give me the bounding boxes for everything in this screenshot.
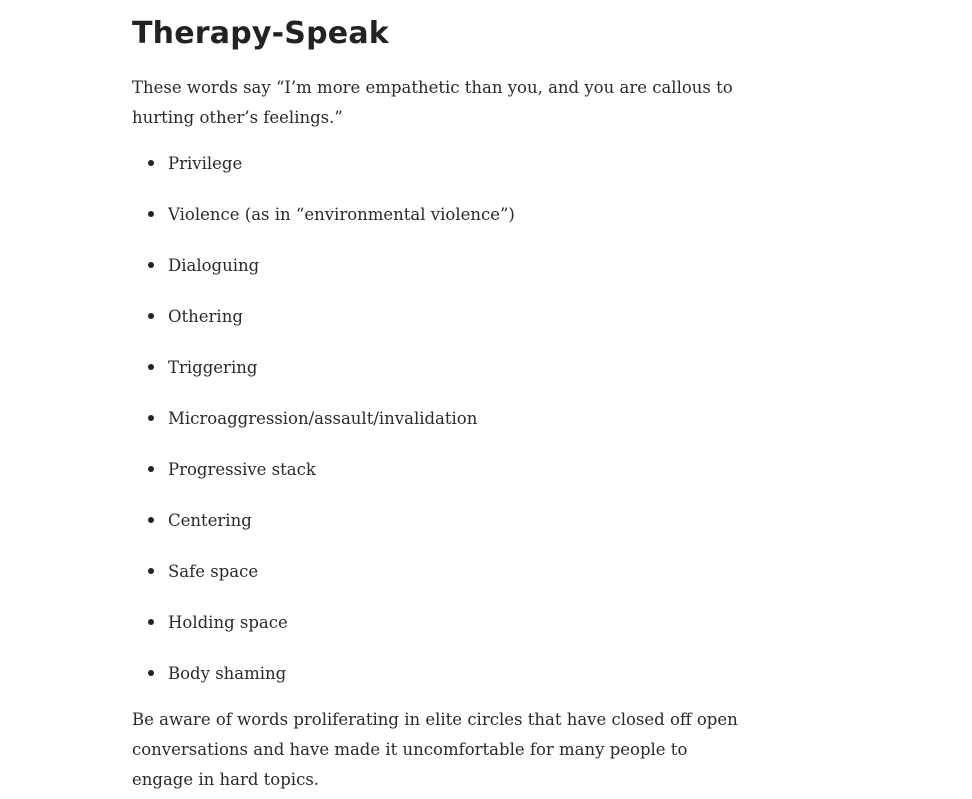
bullet-icon [148,364,154,370]
bullet-icon [148,211,154,217]
closing-paragraph: Be aware of words proliferating in elite circles that have closed off open conversations and have made it uncomfortable for many people to engage in hard topics. [132,710,738,789]
bullet-icon [148,466,154,472]
list-item-label: Dialoguing [168,256,260,275]
list-item-label: Othering [168,307,243,326]
list-item-label: Holding space [168,613,288,632]
list-item-label: Microaggression/assault/invalidation [168,409,478,428]
bullet-icon [148,160,154,166]
bullet-icon [148,619,154,625]
bullet-icon [148,313,154,319]
bullet-icon [148,568,154,574]
list-item-label: Violence (as in “environmental violence”) [168,205,515,224]
list-item-label: Body shaming [168,664,287,683]
intro-paragraph: These words say “I’m more empathetic than you, and you are callous to hurting other’s feelings.” [132,78,733,127]
bullet-icon [148,415,154,421]
section-heading: Therapy-Speak [132,16,389,51]
list-item-label: Centering [168,511,252,530]
list-item-label: Privilege [168,154,243,173]
bullet-icon [148,670,154,676]
list-item-label: Safe space [168,562,259,581]
bullet-icon [148,262,154,268]
bullet-icon [148,517,154,523]
list-item-label: Triggering [168,358,258,377]
list-item-label: Progressive stack [168,460,316,479]
